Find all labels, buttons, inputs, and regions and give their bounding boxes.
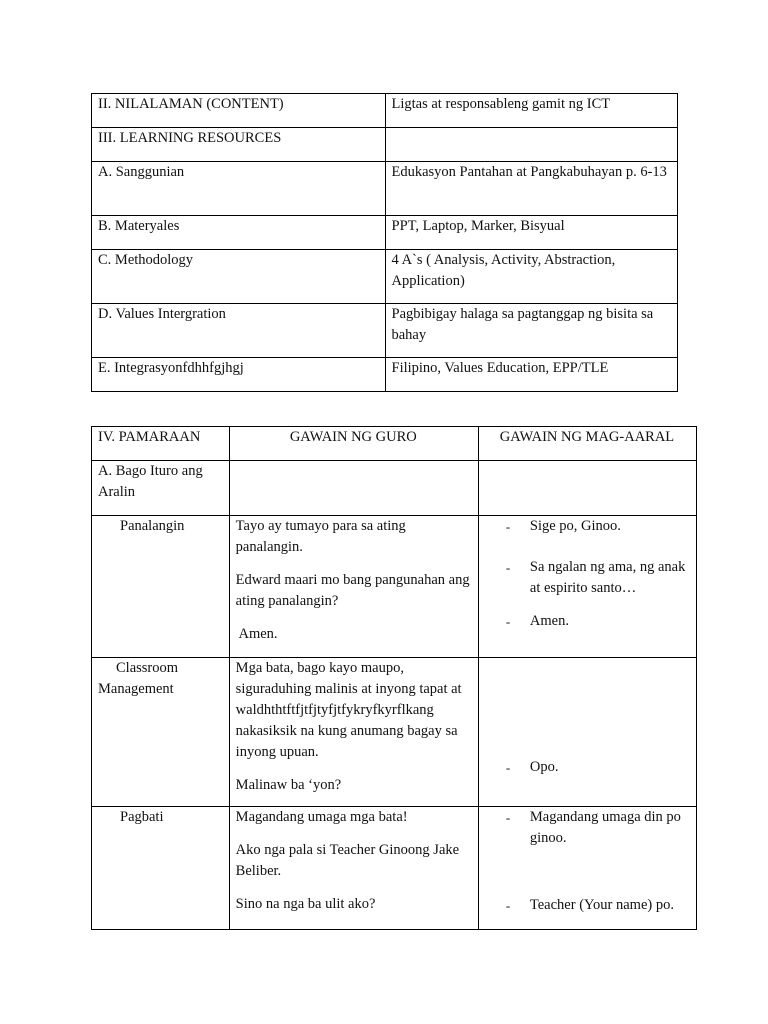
dash-bullet: -: [505, 614, 511, 629]
dash-bullet: -: [505, 760, 511, 775]
mag-aaral-activity: [479, 658, 696, 778]
guro-line: Magandang umaga mga bata!: [235, 809, 408, 825]
table-row: [92, 216, 678, 250]
header-gawain-guro: GAWAIN NG GURO: [289, 429, 417, 445]
guro-activity: [230, 516, 478, 645]
dash-bullet: -: [505, 519, 511, 534]
dash-bullet: -: [505, 810, 511, 825]
activity-label-line1: Classroom: [116, 660, 179, 676]
guro-line: Sino na nga ba ulit ako?: [235, 896, 376, 912]
table-row: [92, 461, 697, 516]
content-resources-table: [91, 93, 678, 392]
table-header-row: [92, 427, 697, 461]
mag-aaral-line: Sige po, Ginoo.: [529, 518, 621, 534]
header-pamaraan: IV. PAMARAAN: [98, 429, 201, 445]
row-value: Ligtas at responsableng gamit ng ICT: [391, 96, 611, 112]
activity-label: Panalangin: [120, 518, 185, 534]
row-label: E. Integrasyonfdhhfgjhgj: [98, 360, 244, 376]
activity-label: [92, 658, 229, 700]
row-value: Filipino, Values Education, EPP/TLE: [391, 360, 609, 376]
row-value: Pagbibigay halaga sa pagtanggap ng bisita sa bahay: [391, 306, 654, 343]
section-label: A. Bago Ituro ang Aralin: [98, 463, 203, 500]
row-label: B. Materyales: [98, 218, 180, 234]
row-label: III. LEARNING RESOURCES: [98, 130, 282, 146]
row-value: 4 A`s ( Analysis, Activity, Abstraction, Application): [391, 252, 616, 289]
list-item: [479, 807, 696, 849]
header-gawain-mag-aaral: GAWAIN NG MAG-AARAL: [499, 429, 675, 445]
mag-aaral-activity: [479, 516, 696, 632]
guro-line: Malinaw ba ‘yon?: [235, 777, 342, 793]
guro-line: Tayo ay tumayo para sa ating panalangin.: [235, 518, 406, 555]
guro-line: Amen.: [235, 626, 278, 642]
row-label: A. Sanggunian: [98, 164, 185, 180]
table-row: [92, 807, 697, 930]
mag-aaral-line: Teacher (Your name) po.: [529, 897, 674, 913]
list-item: [479, 895, 696, 916]
table-row: [92, 250, 678, 304]
list-item: [479, 757, 696, 778]
list-item: [479, 611, 696, 632]
mag-aaral-line: Amen.: [529, 613, 569, 629]
table-row: [92, 94, 678, 128]
row-value: Edukasyon Pantahan at Pangkabuhayan p. 6-13: [391, 164, 667, 180]
table-row: [92, 304, 678, 358]
mag-aaral-line: Opo.: [529, 759, 559, 775]
dash-bullet: -: [505, 898, 511, 913]
guro-line: Edward maari mo bang pangunahan ang ating panalangin?: [235, 572, 470, 609]
mag-aaral-activity: [479, 807, 696, 916]
mag-aaral-line: Magandang umaga din po ginoo.: [529, 809, 681, 846]
dash-bullet: -: [505, 560, 511, 575]
guro-line: Mga bata, bago kayo maupo, siguraduhing malinis at inyong tapat at waldhthtftfjtfjtyfjtfykryfkyrflkang nakasiksik na kung anumang bagay sa inyong upuan.: [235, 660, 462, 760]
table-row: [92, 128, 678, 162]
row-value: PPT, Laptop, Marker, Bisyual: [391, 218, 565, 234]
row-label: II. NILALAMAN (CONTENT): [98, 96, 284, 112]
mag-aaral-line: Sa ngalan ng ama, ng anak at espirito santo…: [529, 559, 686, 596]
list-item: [479, 557, 696, 599]
row-label: C. Methodology: [98, 252, 194, 268]
table-row: [92, 658, 697, 807]
activity-label-line2: Management: [98, 681, 174, 697]
table-row: [92, 516, 697, 658]
guro-line: Ako nga pala si Teacher Ginoong Jake Beliber.: [235, 842, 460, 879]
table-row: [92, 358, 678, 392]
row-label: D. Values Intergration: [98, 306, 226, 322]
activity-label: Pagbati: [120, 809, 164, 825]
table-row: [92, 162, 678, 216]
guro-activity: [230, 658, 478, 796]
list-item: [479, 516, 696, 537]
guro-activity: [230, 807, 478, 915]
procedure-table: [91, 426, 697, 930]
